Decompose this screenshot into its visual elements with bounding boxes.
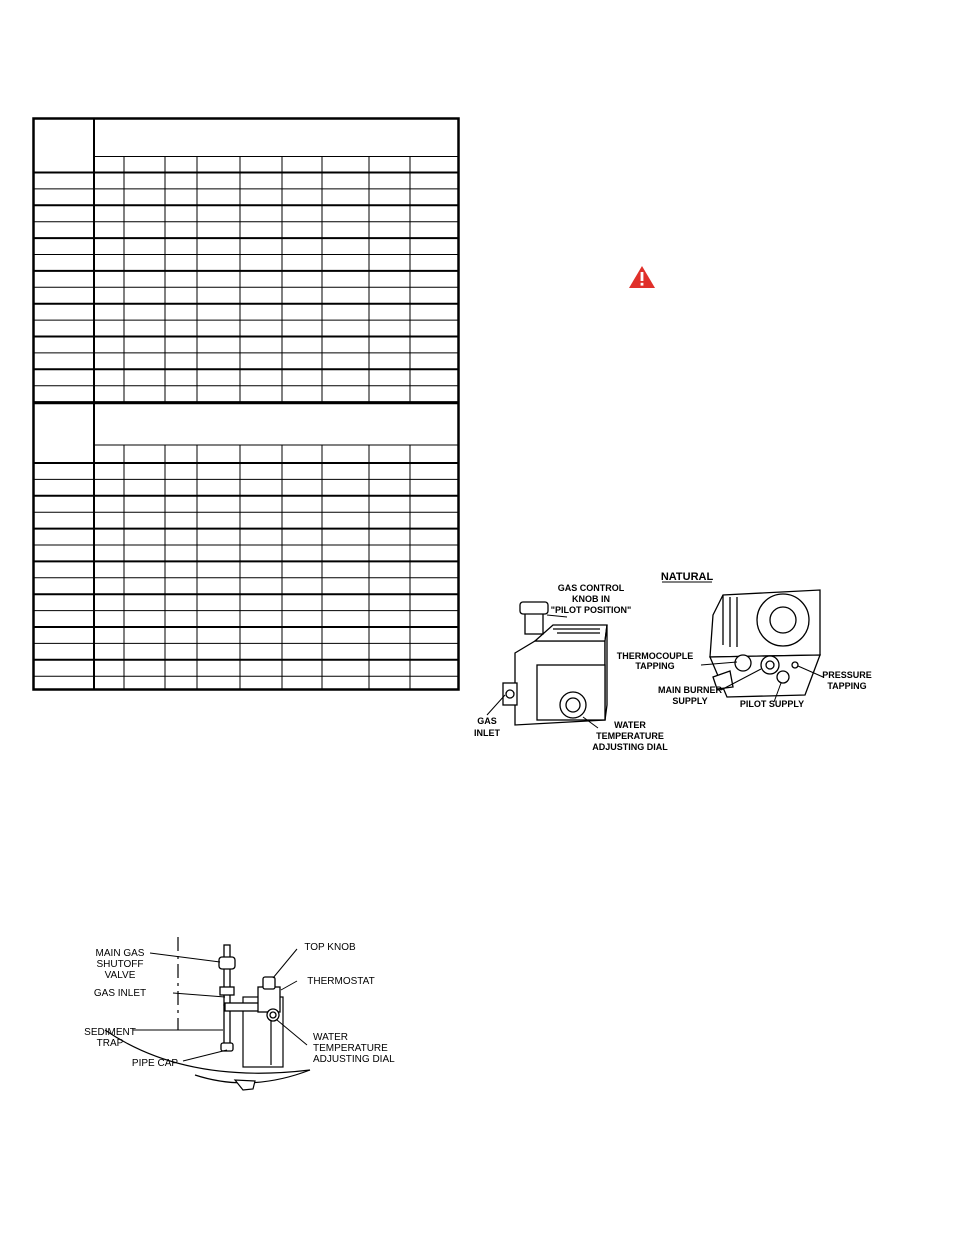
svg-text:PIPE CAP: PIPE CAP — [131, 1058, 179, 1069]
svg-text:ADJUSTING DIAL: ADJUSTING DIAL — [313, 1054, 395, 1065]
svg-text:ADJUSTING DIAL: ADJUSTING DIAL — [592, 742, 668, 752]
svg-text:TRAP: TRAP — [96, 1038, 124, 1049]
svg-text:KNOB IN: KNOB IN — [572, 594, 610, 604]
svg-text:GAS: GAS — [477, 716, 497, 726]
warning-triangle-icon — [628, 265, 656, 289]
svg-text:GAS INLET: GAS INLET — [93, 988, 147, 999]
svg-text:THERMOCOUPLE: THERMOCOUPLE — [616, 651, 694, 661]
svg-text:TAPPING: TAPPING — [827, 681, 867, 691]
svg-text:SUPPLY: SUPPLY — [672, 696, 708, 706]
svg-text:WATER: WATER — [614, 720, 646, 730]
gas-valve-figure — [465, 565, 885, 760]
svg-text:SHUTOFF: SHUTOFF — [96, 959, 144, 970]
figure-heading: NATURAL — [660, 571, 714, 583]
svg-text:INLET: INLET — [474, 728, 500, 738]
svg-text:TEMPERATURE: TEMPERATURE — [596, 731, 664, 741]
gas-piping-figure — [75, 935, 415, 1095]
svg-text:VALVE: VALVE — [104, 970, 136, 981]
svg-text:"PILOT POSITION": "PILOT POSITION" — [550, 605, 632, 615]
svg-text:MAIN BURNER: MAIN BURNER — [658, 685, 722, 695]
svg-text:TAPPING: TAPPING — [635, 661, 675, 671]
svg-text:WATER: WATER — [313, 1032, 348, 1043]
svg-text:TEMPERATURE: TEMPERATURE — [313, 1043, 388, 1054]
valve-closeup-drawing — [710, 590, 820, 697]
svg-text:GAS CONTROL: GAS CONTROL — [557, 583, 625, 593]
svg-text:THERMOSTAT: THERMOSTAT — [307, 976, 375, 987]
svg-text:MAIN GAS: MAIN GAS — [95, 948, 145, 959]
svg-text:SEDIMENT: SEDIMENT — [84, 1027, 136, 1038]
svg-text:PILOT SUPPLY: PILOT SUPPLY — [739, 699, 805, 709]
svg-text:PRESSURE: PRESSURE — [822, 670, 872, 680]
svg-text:TOP KNOB: TOP KNOB — [304, 942, 356, 953]
gas-control-valve-drawing — [503, 602, 607, 725]
gas-pipe-sizing-table — [32, 117, 460, 691]
